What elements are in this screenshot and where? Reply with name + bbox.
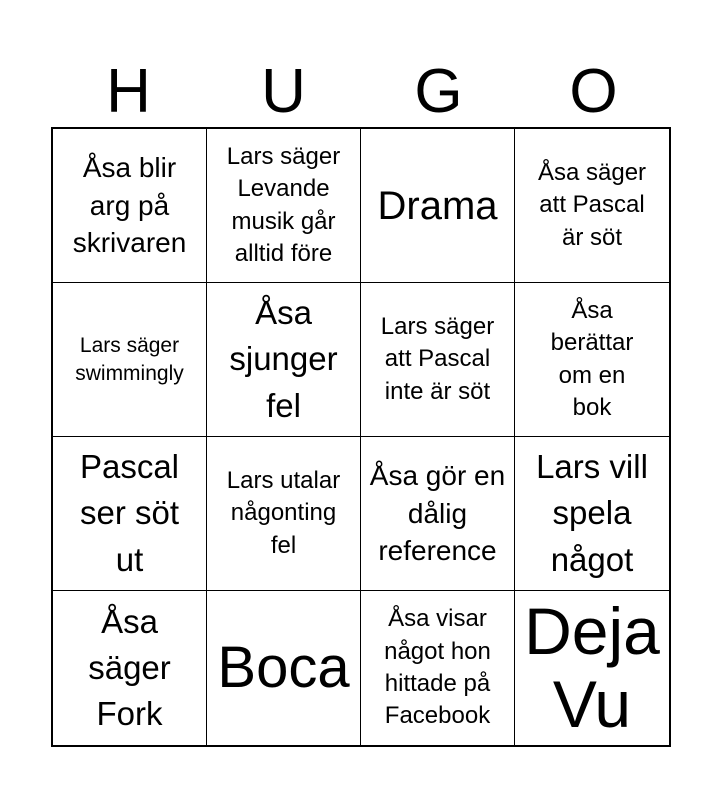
bingo-cell-text: Lars säger Levande musik går alltid före xyxy=(226,142,341,267)
bingo-cell-text: Deja Vu xyxy=(524,594,660,741)
bingo-cell[interactable] xyxy=(361,129,515,283)
bingo-cell[interactable] xyxy=(207,129,361,283)
bingo-cell[interactable] xyxy=(207,283,361,437)
bingo-cell-text: Åsa blir arg på skrivaren xyxy=(72,151,187,259)
bingo-cell-text: Lars utalar någonting fel xyxy=(226,466,341,559)
bingo-cell[interactable] xyxy=(53,129,207,283)
bingo-cell[interactable] xyxy=(207,437,361,591)
bingo-cell-text: Åsa gör en dålig reference xyxy=(369,459,506,567)
bingo-cell[interactable] xyxy=(515,283,669,437)
bingo-cell-text: Åsa sjunger fel xyxy=(229,294,338,424)
bingo-cell-text: Drama xyxy=(377,183,498,228)
bingo-cell-text: Åsa säger Fork xyxy=(88,602,171,733)
bingo-cell[interactable] xyxy=(515,129,669,283)
header-letter-o: O xyxy=(569,57,618,126)
header-letter-u: U xyxy=(261,57,306,126)
bingo-cell-text: Åsa säger att Pascal är söt xyxy=(537,158,647,251)
bingo-cell[interactable] xyxy=(515,437,669,591)
header-letter-h: H xyxy=(106,57,151,126)
bingo-cell[interactable] xyxy=(53,283,207,437)
bingo-cell[interactable] xyxy=(361,283,515,437)
header-letter-g: G xyxy=(414,57,463,126)
bingo-cell-text: Boca xyxy=(217,634,350,700)
bingo-cell[interactable] xyxy=(515,591,669,745)
bingo-cell-text: Lars vill spela något xyxy=(536,448,648,578)
bingo-cell-text: Åsa berättar om en bok xyxy=(550,296,634,421)
bingo-cell-text: Åsa visar något hon hittade på Facebook xyxy=(384,605,491,730)
bingo-cell[interactable] xyxy=(207,591,361,745)
bingo-cell[interactable] xyxy=(53,591,207,745)
bingo-cell-text: Pascal ser söt ut xyxy=(79,448,180,578)
bingo-header xyxy=(51,58,671,126)
bingo-cell-text: Lars säger att Pascal inte är söt xyxy=(380,312,495,405)
bingo-grid xyxy=(51,127,671,747)
bingo-cell[interactable] xyxy=(53,437,207,591)
bingo-cell[interactable] xyxy=(361,437,515,591)
bingo-cell-text: Lars säger swimmingly xyxy=(75,334,184,385)
bingo-cell[interactable] xyxy=(361,591,515,745)
